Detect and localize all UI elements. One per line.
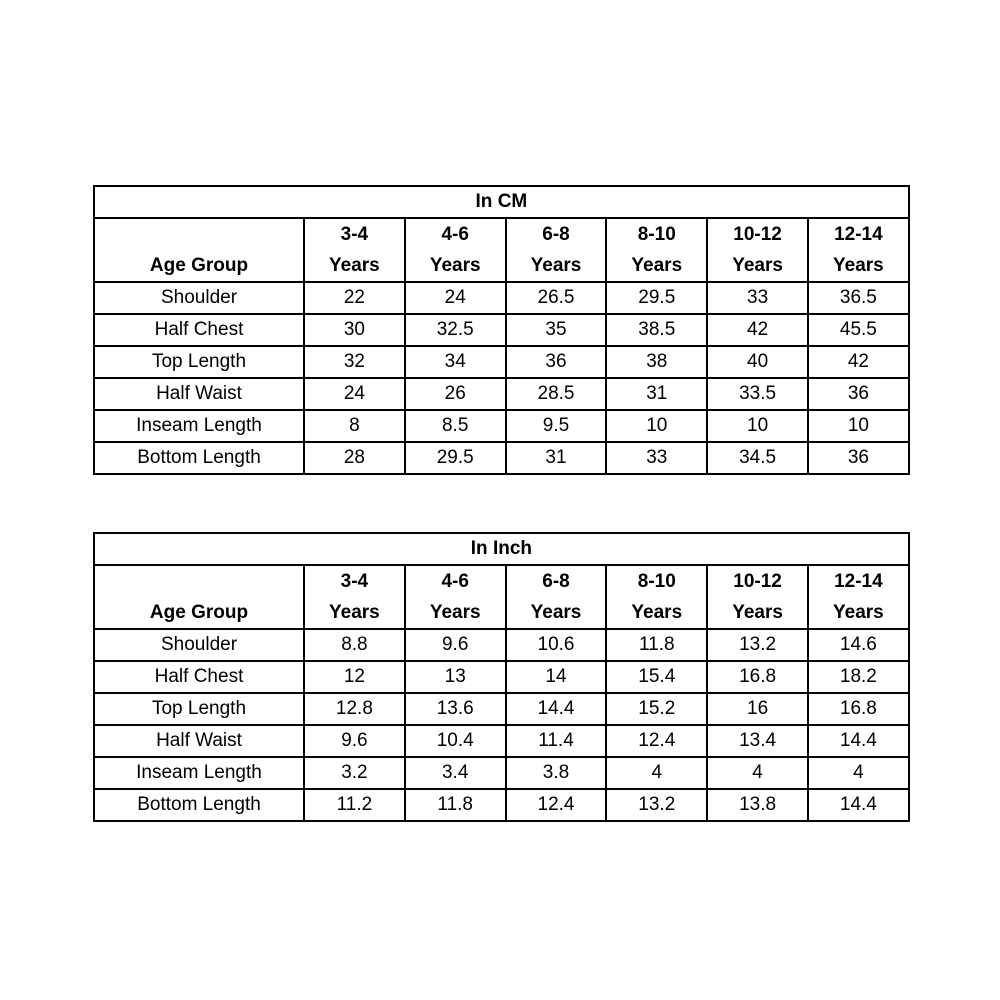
table-cell: 3.8 xyxy=(506,757,607,789)
table-cell: 26.5 xyxy=(506,282,607,314)
table-cell: 10 xyxy=(606,410,707,442)
table-row xyxy=(94,410,909,442)
table-cell: 11.4 xyxy=(506,725,607,757)
row-label: Inseam Length xyxy=(94,410,304,442)
table-cell: 36 xyxy=(808,442,909,474)
table-cell: 13.2 xyxy=(606,789,707,821)
column-range: 4-6 xyxy=(441,224,469,245)
table-cell: 8 xyxy=(304,410,405,442)
column-unit: Years xyxy=(429,255,481,276)
table-title: In Inch xyxy=(94,533,909,565)
table-cell: 9.5 xyxy=(506,410,607,442)
table-cell: 36.5 xyxy=(808,282,909,314)
age-group-label: Age Group xyxy=(149,602,249,623)
column-header xyxy=(405,565,506,629)
table-cell: 22 xyxy=(304,282,405,314)
table-cell: 32.5 xyxy=(405,314,506,346)
table-cell: 33 xyxy=(606,442,707,474)
table-row xyxy=(94,442,909,474)
column-unit: Years xyxy=(732,255,783,276)
column-range: 3-4 xyxy=(340,224,369,245)
column-unit: Years xyxy=(631,255,683,276)
table-cell: 8.5 xyxy=(405,410,506,442)
table-cell: 45.5 xyxy=(808,314,909,346)
table-cell: 13.6 xyxy=(405,693,506,725)
table-row xyxy=(94,378,909,410)
column-range: 6-8 xyxy=(542,224,570,245)
table-cell: 11.8 xyxy=(606,629,707,661)
table-cell: 12.4 xyxy=(506,789,607,821)
table-cell: 42 xyxy=(707,314,808,346)
column-unit: Years xyxy=(833,255,884,276)
age-group-label: Age Group xyxy=(149,255,249,276)
column-range: 3-4 xyxy=(340,571,369,592)
column-unit: Years xyxy=(429,602,481,623)
row-label: Half Waist xyxy=(94,725,304,757)
table-cell: 11.8 xyxy=(405,789,506,821)
table-row xyxy=(94,693,909,725)
table-cell: 10 xyxy=(808,410,909,442)
column-unit: Years xyxy=(530,255,582,276)
column-header xyxy=(506,565,607,629)
table-cell: 32 xyxy=(304,346,405,378)
table-cell: 13.2 xyxy=(707,629,808,661)
table-cell: 11.2 xyxy=(304,789,405,821)
table-cell: 18.2 xyxy=(808,661,909,693)
row-label: Top Length xyxy=(94,346,304,378)
header-row xyxy=(94,565,909,629)
table-cell: 38 xyxy=(606,346,707,378)
column-unit: Years xyxy=(329,255,380,276)
row-label: Shoulder xyxy=(94,629,304,661)
row-label: Shoulder xyxy=(94,282,304,314)
table-row xyxy=(94,661,909,693)
column-unit: Years xyxy=(732,602,783,623)
table-cell: 40 xyxy=(707,346,808,378)
table-cell: 16.8 xyxy=(808,693,909,725)
table-row xyxy=(94,346,909,378)
table-cell: 14.4 xyxy=(506,693,607,725)
column-header xyxy=(304,565,405,629)
row-label: Bottom Length xyxy=(94,789,304,821)
column-header xyxy=(304,218,405,282)
table-cell: 12.4 xyxy=(606,725,707,757)
table-cell: 10.6 xyxy=(506,629,607,661)
table-row xyxy=(94,629,909,661)
column-range: 4-6 xyxy=(441,571,469,592)
age-group-header xyxy=(94,218,304,282)
table-cell: 14.4 xyxy=(808,725,909,757)
column-header xyxy=(606,565,707,629)
table-cell: 14.4 xyxy=(808,789,909,821)
table-cell: 12.8 xyxy=(304,693,405,725)
row-label: Half Chest xyxy=(94,314,304,346)
table-cell: 13.8 xyxy=(707,789,808,821)
column-unit: Years xyxy=(631,602,683,623)
row-label: Half Waist xyxy=(94,378,304,410)
table-cell: 9.6 xyxy=(405,629,506,661)
table-cell: 4 xyxy=(606,757,707,789)
table-cell: 15.4 xyxy=(606,661,707,693)
row-label: Top Length xyxy=(94,693,304,725)
table-row xyxy=(94,757,909,789)
table-cell: 34 xyxy=(405,346,506,378)
table-cell: 31 xyxy=(506,442,607,474)
table-cell: 10 xyxy=(707,410,808,442)
column-unit: Years xyxy=(329,602,380,623)
row-label: Half Chest xyxy=(94,661,304,693)
column-range: 8-10 xyxy=(637,224,676,245)
table-cell: 8.8 xyxy=(304,629,405,661)
column-header xyxy=(606,218,707,282)
column-header xyxy=(808,218,909,282)
table-title: In CM xyxy=(94,186,909,218)
table-cell: 36 xyxy=(506,346,607,378)
table-row xyxy=(94,725,909,757)
table-cell: 14 xyxy=(506,661,607,693)
column-range: 10-12 xyxy=(733,571,782,592)
table-cell: 26 xyxy=(405,378,506,410)
table-cell: 3.4 xyxy=(405,757,506,789)
column-header xyxy=(405,218,506,282)
column-header xyxy=(707,565,808,629)
table-cell: 3.2 xyxy=(304,757,405,789)
column-range: 12-14 xyxy=(834,571,883,592)
table-cell: 31 xyxy=(606,378,707,410)
table-cell: 12 xyxy=(304,661,405,693)
table-cell: 29.5 xyxy=(405,442,506,474)
table-cell: 33 xyxy=(707,282,808,314)
table-cell: 24 xyxy=(304,378,405,410)
table-row xyxy=(94,314,909,346)
table-cell: 30 xyxy=(304,314,405,346)
table-cell: 35 xyxy=(506,314,607,346)
age-group-header xyxy=(94,565,304,629)
table-cell: 36 xyxy=(808,378,909,410)
table-cell: 28 xyxy=(304,442,405,474)
column-unit: Years xyxy=(833,602,884,623)
table-cell: 9.6 xyxy=(304,725,405,757)
table-cell: 13 xyxy=(405,661,506,693)
table-cell: 24 xyxy=(405,282,506,314)
size-chart-cm-table xyxy=(93,185,910,475)
table-cell: 28.5 xyxy=(506,378,607,410)
table-cell: 16 xyxy=(707,693,808,725)
column-header xyxy=(808,565,909,629)
column-header xyxy=(506,218,607,282)
header-row xyxy=(94,218,909,282)
table-cell: 16.8 xyxy=(707,661,808,693)
row-label: Inseam Length xyxy=(94,757,304,789)
table-cell: 13.4 xyxy=(707,725,808,757)
table-cell: 42 xyxy=(808,346,909,378)
table-row xyxy=(94,789,909,821)
table-cell: 38.5 xyxy=(606,314,707,346)
table-cell: 10.4 xyxy=(405,725,506,757)
table-cell: 34.5 xyxy=(707,442,808,474)
column-unit: Years xyxy=(530,602,582,623)
table-cell: 33.5 xyxy=(707,378,808,410)
column-header xyxy=(707,218,808,282)
table-body xyxy=(94,629,909,821)
column-range: 10-12 xyxy=(733,224,782,245)
column-range: 6-8 xyxy=(542,571,570,592)
table-body xyxy=(94,282,909,474)
row-label: Bottom Length xyxy=(94,442,304,474)
column-range: 12-14 xyxy=(834,224,883,245)
column-range: 8-10 xyxy=(637,571,676,592)
table-row xyxy=(94,282,909,314)
table-cell: 4 xyxy=(707,757,808,789)
table-cell: 29.5 xyxy=(606,282,707,314)
table-cell: 14.6 xyxy=(808,629,909,661)
table-cell: 15.2 xyxy=(606,693,707,725)
size-chart-inch-table xyxy=(93,532,910,822)
table-cell: 4 xyxy=(808,757,909,789)
